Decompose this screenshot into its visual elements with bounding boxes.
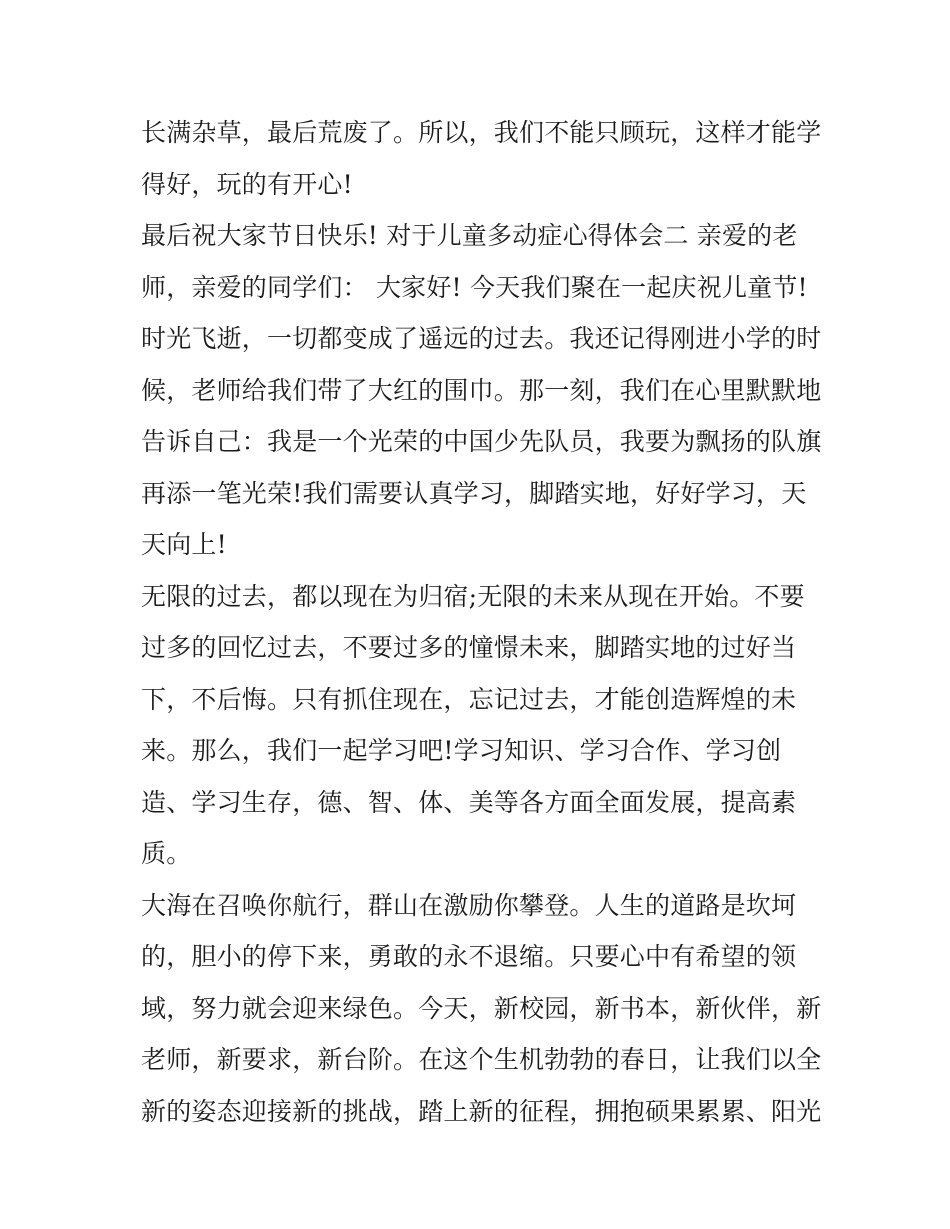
text-line: 告诉自己：我是一个光荣的中国少先队员，我要为飘扬的队旗 [141,427,822,456]
text-line: 来。那么，我们一起学习吧!学习知识、学习合作、学习创 [141,736,782,765]
text-line: 域，努力就会迎来绿色。今天，新校园，新书本，新伙伴，新 [141,993,822,1023]
text-line: 下，不后悔。只有抓住现在，忘记过去，才能创造辉煌的未 [141,684,797,714]
text-line: 师，亲爱的同学们： 大家好! 今天我们聚在一起庆祝儿童节! [141,272,808,302]
text-line: 大海在召唤你航行，群山在激励你攀登。人生的道路是坎坷 [141,890,797,920]
text-line: 时光飞逝，一切都变成了遥远的过去。我还记得刚进小学的时 [141,324,822,353]
text-line: 质。 [141,839,192,868]
text-line: 的，胆小的停下来，勇敢的永不退缩。只要心中有希望的领 [141,942,797,971]
text-line: 天向上! [141,530,227,559]
text-line: 过多的回忆过去，不要过多的憧憬未来，脚踏实地的过好当 [141,633,797,662]
text-line: 无限的过去，都以现在为归宿;无限的未来从现在开始。不要 [141,581,805,611]
text-line: 得好，玩的有开心! [141,169,353,199]
text-line: 新的姿态迎接新的挑战，踏上新的征程，拥抱硕果累累、阳光 [141,1096,822,1126]
body-text [141,107,831,1137]
text-line: 造、学习生存，德、智、体、美等各方面全面发展，提高素 [141,787,797,817]
text-line: 老师，新要求，新台阶。在这个生机勃勃的春日，让我们以全 [141,1045,822,1074]
text-line: 最后祝大家节日快乐! 对于儿童多动症心得体会二 亲爱的老 [141,221,798,250]
text-line: 再添一笔光荣!我们需要认真学习，脚踏实地，好好学习，天 [141,478,807,508]
text-line: 长满杂草，最后荒废了。所以，我们不能只顾玩，这样才能学 [141,118,822,147]
text-line: 候，老师给我们带了大红的围巾。那一刻，我们在心里默默地 [141,375,822,405]
